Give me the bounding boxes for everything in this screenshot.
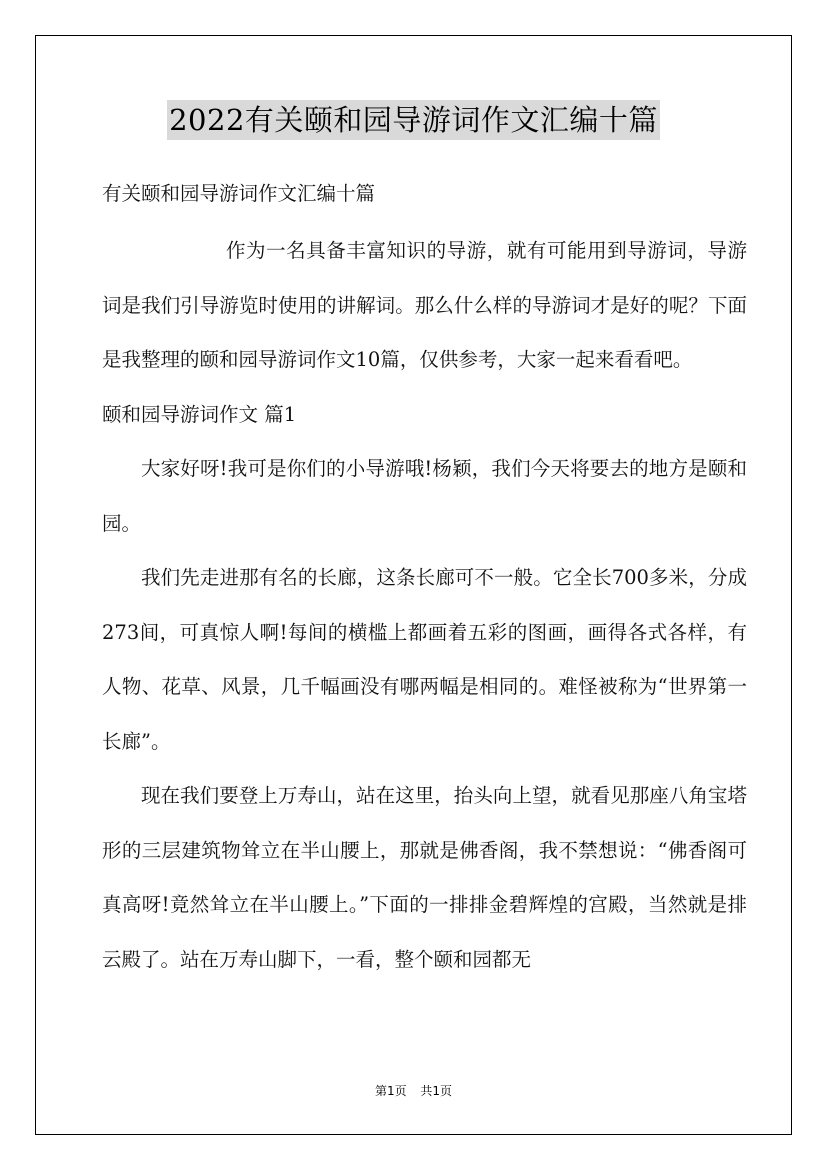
document-subtitle: 有关颐和园导游词作文汇编十篇 [102, 182, 376, 205]
page-footer [0, 1082, 827, 1099]
body-paragraph-2: 我们先走进那有名的长廊，这条长廊可不一般。它全长700多米，分成273间，可真惊人啊!每间的横槛上都画着五彩的图画，画得各式各样，有人物、花草、风景，几千幅画没有哪两幅是相同的。难怪被称为“世界第一长廊”。 [102, 566, 747, 753]
body-paragraph-3: 现在我们要登上万寿山，站在这里，抬头向上望，就看见那座八角宝塔形的三层建筑物耸立在半山腰上，那就是佛香阁，我不禁想说：“佛香阁可真高呀!竟然耸立在半山腰上。”下面的一排排金碧辉煌的宫殿，当然就是排云殿了。站在万寿山脚下，一看，整个颐和园都无 [102, 784, 747, 971]
section-heading: 颐和园导游词作文 篇1 [102, 402, 297, 426]
intro-paragraph: 作为一名具备丰富知识的导游，就有可能用到导游词，导游词是我们引导游览时使用的讲解词。那么什么样的导游词才是好的呢？下面是我整理的颐和园导游词作文10篇，仅供参考，大家一起来看看吧。 [102, 239, 747, 371]
document-body [102, 172, 747, 987]
body-paragraph-1: 大家好呀!我可是你们的小导游哦!杨颖，我们今天将要去的地方是颐和园。 [102, 457, 747, 535]
page-total: 共1页 [420, 1084, 453, 1098]
title-container [0, 100, 827, 140]
document-title: 2022有关颐和园导游词作文汇编十篇 [167, 100, 660, 140]
page-number: 第1页 [374, 1084, 407, 1098]
